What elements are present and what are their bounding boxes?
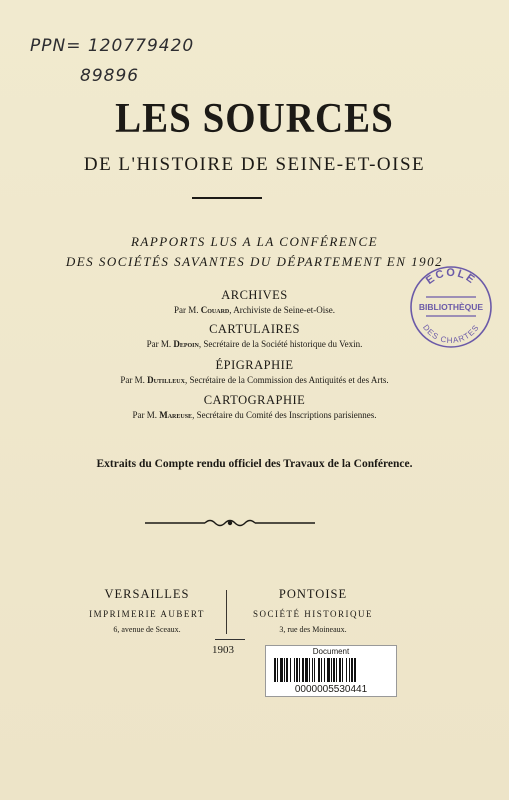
publisher-right	[228, 587, 398, 634]
stamp-middle-text: BIBLIOTHÈQUE	[418, 302, 484, 312]
stamp-top-text: ÉCOLE	[423, 266, 479, 288]
barcode-label	[265, 645, 397, 697]
barcode-bar	[354, 658, 356, 682]
ornament-divider	[145, 516, 315, 530]
handwritten-shelfmark: 89896	[80, 66, 140, 86]
barcode-bar	[299, 658, 300, 682]
section-heading-cartographie: CARTOGRAPHIE	[203, 393, 306, 407]
section-byline: Par M. Couard, Archiviste de Seine-et-Oise.	[174, 305, 335, 315]
barcode-bar	[309, 658, 310, 682]
barcode-bar	[327, 658, 330, 682]
publisher-address: 3, rue des Moineaux.	[279, 625, 347, 634]
book-title: LES SOURCES	[115, 95, 394, 142]
barcode-bar	[321, 658, 322, 682]
barcode-bar	[314, 658, 315, 682]
barcode-bar	[351, 658, 353, 682]
barcode-title: Document	[312, 647, 350, 656]
section-byline: Par M. Mareuse, Secrétaire du Comité des Inscriptions parisiennes.	[132, 410, 377, 420]
book-subtitle: DE L'HISTOIRE DE SEINE-ET-OISE	[83, 154, 426, 175]
handwritten-ppn: PPN= 120779420	[30, 36, 195, 56]
barcode-bar	[277, 658, 278, 682]
section-heading-archives: ARCHIVES	[221, 288, 288, 302]
publication-year: 1903	[212, 644, 234, 656]
barcode-bar	[346, 658, 347, 682]
barcode-bar	[284, 658, 285, 682]
barcode-icon	[274, 658, 388, 682]
barcode-bar	[296, 658, 298, 682]
column-divider	[226, 590, 227, 634]
barcode-bar	[302, 658, 304, 682]
barcode-bar	[349, 658, 350, 682]
publisher-city: PONTOISE	[278, 587, 348, 601]
publisher-left	[62, 587, 232, 634]
section-byline: Par M. Dutilleux, Secrétaire de la Commission des Antiquités et des Arts.	[120, 375, 389, 385]
barcode-number: 0000005530441	[294, 684, 368, 695]
barcode-bar	[324, 658, 325, 682]
section-heading-cartulaires: CARTULAIRES	[209, 322, 300, 336]
barcode-bar	[331, 658, 332, 682]
publisher-name: SOCIÉTÉ HISTORIQUE	[252, 609, 374, 619]
year-rule	[215, 639, 245, 640]
stamp-bottom-text: DES CHARTES	[420, 322, 482, 346]
barcode-bar	[305, 658, 308, 682]
barcode-bar	[286, 658, 288, 682]
library-stamp	[408, 264, 494, 350]
section-byline: Par M. Depoin, Secrétaire de la Société historique du Vexin.	[146, 339, 363, 349]
report-line-2: DES SOCIÉTÉS SAVANTES DU DÉPARTEMENT EN 1902	[65, 254, 444, 269]
section-heading-epigraphie: ÉPIGRAPHIE	[215, 358, 294, 372]
barcode-bar	[318, 658, 320, 682]
title-rule	[192, 197, 262, 199]
publisher-name: IMPRIMERIE AUBERT	[89, 609, 205, 619]
barcode-bar	[294, 658, 295, 682]
barcode-bar	[280, 658, 283, 682]
barcode-bar	[333, 658, 335, 682]
barcode-bar	[312, 658, 313, 682]
barcode-bar	[336, 658, 337, 682]
barcode-bar	[342, 658, 343, 682]
svg-text:ÉCOLE	[423, 267, 478, 287]
extract-note: Extraits du Compte rendu officiel des Travaux de la Conférence.	[96, 458, 413, 470]
publisher-city: VERSAILLES	[104, 587, 190, 601]
barcode-bar	[339, 658, 341, 682]
barcode-bar	[290, 658, 291, 682]
publisher-address: 6, avenue de Sceaux.	[113, 625, 181, 634]
report-line-1: RAPPORTS LUS A LA CONFÉRENCE	[130, 234, 379, 249]
barcode-bar	[274, 658, 276, 682]
